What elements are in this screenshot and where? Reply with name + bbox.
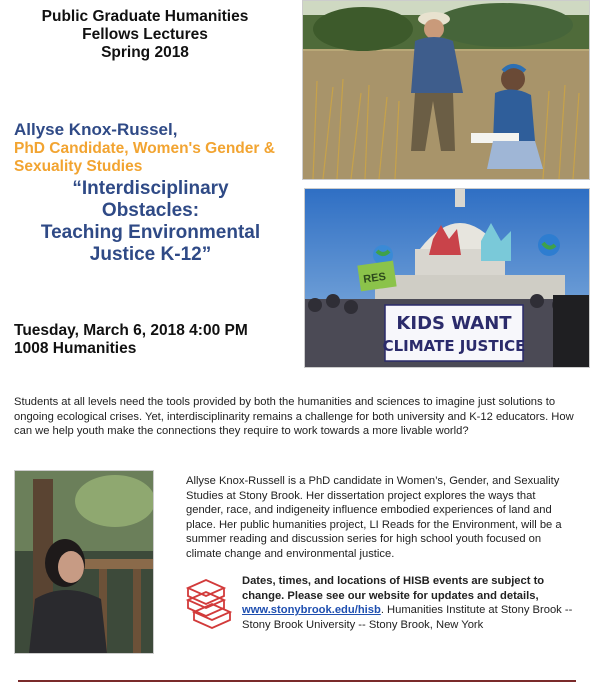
svg-text:RES: RES (362, 270, 387, 286)
events-notice (242, 574, 577, 632)
event-location: 1008 Humanities (14, 340, 137, 357)
series-title-line3: Spring 2018 (101, 44, 189, 61)
event-datetime: Tuesday, March 6, 2018 4:00 PM (14, 322, 248, 339)
notice-bold-text: Dates, times, and locations of HISB events are subject to change. Please see our website for updates and details, (242, 575, 545, 602)
event-details (14, 322, 299, 358)
field-research-photo (302, 0, 590, 180)
talk-title-line2: Obstacles: (101, 200, 200, 221)
speaker-portrait-photo (14, 470, 154, 654)
notice-trailing-text: . Humanities Institute at Stony Brook -- Stony Brook University -- Stony Brook, New York (242, 604, 573, 631)
talk-title-line3: Teaching Environmental (40, 222, 261, 243)
talk-title-line1: “Interdisciplinary (72, 178, 229, 199)
hisb-logo-icon (184, 576, 234, 632)
march-sign-line1: KIDS WANT (396, 313, 512, 334)
march-photo-illustration (305, 189, 589, 367)
speaker-name: Allyse Knox-Russel, (14, 120, 178, 139)
climate-march-photo (304, 188, 590, 368)
series-title (30, 8, 260, 62)
affiliation-line1: PhD Candidate, Women's Gender & (14, 140, 275, 157)
speaker-bio: Allyse Knox-Russell is a PhD candidate in Women’s, Gender, and Sexuality Studies at Stony Brook. Her dissertation project explores the ways that gender, race, and indigeneity influence embodied experiences of land and place. Her public humanities project, LI Reads for the Environment, will be a summer reading and discussion series for high school youth focused on climate change and environmental justice. (186, 475, 562, 560)
speaker-affiliation (14, 140, 299, 176)
bottom-divider (18, 680, 576, 682)
hisb-website-link[interactable]: www.stonybrook.edu/hisb (242, 604, 381, 616)
talk-title-line4: Justice K-12” (89, 244, 212, 265)
talk-title (18, 178, 283, 266)
series-title-line2: Fellows Lectures (82, 26, 208, 43)
series-title-line1: Public Graduate Humanities (41, 8, 249, 25)
field-photo-illustration (303, 1, 589, 179)
march-sign-line2: CLIMATE JUSTICE (382, 337, 526, 355)
portrait-illustration (15, 471, 153, 653)
talk-abstract: Students at all levels need the tools provided by both the humanities and sciences to imagine just solutions to ongoing ecological crises. Yet, interdisciplinarity remains a challenge for both university and K-12 educators. How can we help youth make the connections they require to work towards a more livable world? (14, 396, 574, 437)
affiliation-line2: Sexuality Studies (14, 158, 143, 175)
hisb-logo (184, 576, 234, 632)
